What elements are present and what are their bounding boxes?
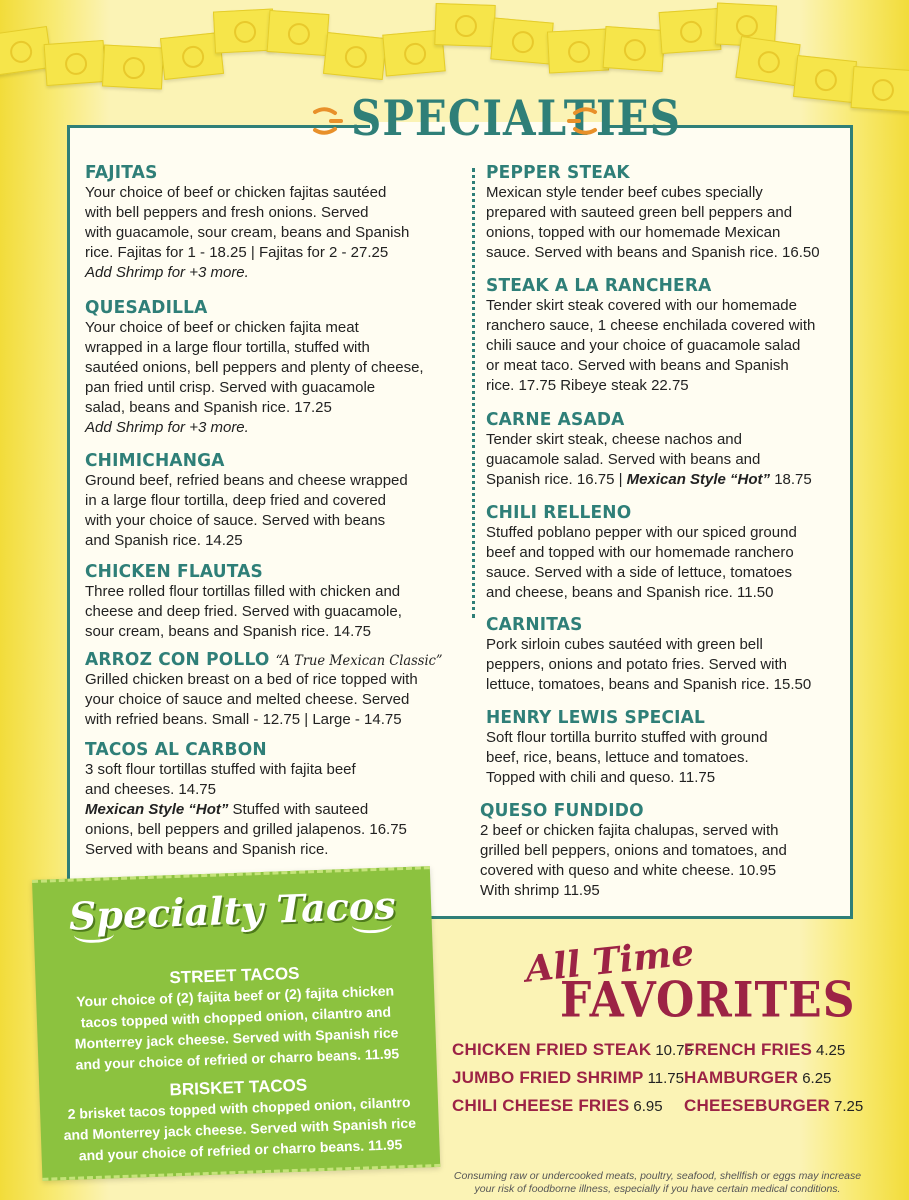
favorite-price: 7.25 [833, 1098, 864, 1115]
desc-line: Grilled chicken breast on a bed of rice topped with [85, 671, 418, 688]
desc-line: and your choice of refried or charro beans. 11.95 [78, 1136, 403, 1164]
desc-line: Pork sirloin cubes sautéed with green bell [486, 636, 763, 653]
desc-line: Soft flour tortilla burrito stuffed with ground [486, 729, 768, 746]
desc-line: guacamole salad. Served with beans and [486, 451, 761, 468]
taco-description [50, 1091, 430, 1167]
banner-flag-icon [793, 55, 857, 103]
item-description [486, 183, 871, 263]
desc-line: beef, rice, beans, lettuce and tomatoes. [486, 749, 749, 766]
menu-item-carne-asada [486, 410, 871, 490]
health-disclaimer [440, 1170, 875, 1196]
desc-line: peppers, onions and potato fries. Served with [486, 656, 788, 673]
favorite-name: CHICKEN FRIED STEAK [452, 1040, 652, 1059]
favorite-name: FRENCH FRIES [684, 1040, 813, 1059]
favorite-name: HAMBURGER [684, 1068, 799, 1087]
item-name: QUESADILLA [85, 297, 208, 319]
desc-line: With shrimp 11.95 [480, 882, 600, 899]
item-description [85, 760, 470, 860]
desc-line: Your choice of beef or chicken fajitas sautéed [85, 184, 387, 201]
item-description [85, 183, 470, 283]
desc-line: cheese and deep fried. Served with guacamole, [85, 603, 402, 620]
banner-flag-icon [659, 8, 722, 54]
ornament-right-icon [567, 104, 605, 138]
item-description [85, 318, 470, 438]
favorites-script-heading: All Time [523, 931, 697, 991]
desc-line: ranchero sauce, 1 cheese enchilada covered with [486, 317, 816, 334]
favorite-price: 6.95 [633, 1098, 663, 1115]
specialties-panel [67, 125, 853, 919]
desc-line: and cheese, beans and Spanish rice. 11.50 [486, 584, 774, 601]
desc-line: with your choice of sauce. Served with beans [85, 512, 386, 529]
desc-line: rice. 17.75 Ribeye steak 22.75 [486, 377, 689, 394]
desc-line: Your choice of beef or chicken fajita meat [85, 319, 359, 336]
disclaimer-line: Consuming raw or undercooked meats, poultry, seafood, shellfish or eggs may increase [453, 1170, 862, 1182]
style-label: Mexican Style “Hot” [85, 801, 229, 818]
banner-flag-icon [102, 44, 164, 89]
item-name-text: ARROZ CON POLLO [85, 649, 270, 671]
desc-line: beef and topped with our homemade ranchero [486, 544, 794, 561]
taco-item-brisket-tacos [49, 1069, 430, 1167]
desc-line: with guacamole, sour cream, beans and Spanish [85, 224, 410, 241]
desc-line: 2 beef or chicken fajita chalupas, served with [480, 822, 779, 839]
specialty-tacos-title: Specialty Tacos [68, 882, 397, 939]
menu-item-arroz-con-pollo [85, 650, 470, 730]
desc-line: Mexican style tender beef cubes specially [486, 184, 763, 201]
desc-line: tacos topped with chopped onion, cilantro and [80, 1003, 392, 1031]
desc-line: Ground beef, refried beans and cheese wrapped [85, 472, 408, 489]
desc-line: sauce. Served with beans and Spanish rice. 16.50 [486, 244, 820, 261]
favorite-item [684, 1068, 831, 1088]
desc-line: Topped with chili and queso. 11.75 [486, 769, 716, 786]
favorite-name: JUMBO FRIED SHRIMP [452, 1068, 644, 1087]
item-tagline: “A True Mexican Classic” [275, 653, 443, 670]
disclaimer-line: your risk of foodborne illness, especially if you have certain medical conditions. [474, 1183, 841, 1195]
desc-line: onions, bell peppers and grilled jalapenos. 16.75 [85, 821, 407, 838]
item-name [85, 650, 470, 671]
desc-line: Tender skirt steak covered with our homemade [486, 297, 797, 314]
banner-flag-icon [323, 32, 387, 80]
favorite-name: CHEESEBURGER [684, 1096, 830, 1115]
banner-flag-icon [490, 17, 553, 64]
desc-line: your choice of sauce and melted cheese. Served [85, 691, 410, 708]
desc-line: sautéed onions, bell peppers and plenty of cheese, [85, 359, 424, 376]
favorite-item [452, 1096, 663, 1116]
add-shrimp-note: Add Shrimp for +3 more. [85, 264, 249, 281]
menu-item-tacos-al-carbon [85, 740, 470, 860]
item-name: CHIMICHANGA [85, 450, 225, 472]
taco-description [46, 979, 427, 1076]
menu-item-chicken-flautas [85, 562, 470, 642]
favorite-price: 11.75 [647, 1070, 684, 1087]
banner-flag-icon [44, 40, 107, 86]
desc-line: with refried beans. Small - 12.75 | Large - 14.75 [85, 711, 402, 728]
desc-line: chili sauce and your choice of guacamole salad [486, 337, 801, 354]
banner-flag-icon [735, 36, 800, 86]
desc-line: or meat taco. Served with beans and Spanish [486, 357, 789, 374]
menu-item-henry-lewis-special [486, 708, 871, 788]
desc-line: Stuffed poblano pepper with our spiced ground [486, 524, 797, 541]
menu-item-fajitas [85, 163, 470, 283]
favorite-item [452, 1040, 693, 1060]
swirl-left-icon [74, 925, 115, 943]
desc-line: in a large flour tortilla, deep fried and covered [85, 492, 387, 509]
desc-line: onions, topped with our homemade Mexican [486, 224, 781, 241]
desc-line: pan fried until crisp. Served with guacamole [85, 379, 376, 396]
price: 18.75 [770, 471, 812, 488]
banner-flag-icon [434, 3, 495, 47]
desc-line: covered with queso and white cheese. 10.95 [480, 862, 777, 879]
specialty-tacos-panel [32, 866, 440, 1181]
desc-line: and Spanish rice. 14.25 [85, 532, 243, 549]
desc-line: Stuffed with sauteed [228, 801, 369, 818]
banner-flag-icon [603, 26, 666, 72]
item-name: TACOS AL CARBON [85, 739, 267, 761]
item-description [486, 635, 871, 695]
taco-item-street-tacos [45, 957, 426, 1076]
page-title: SPECIALTIES [351, 90, 681, 147]
banner-flag-icon [213, 8, 275, 53]
favorite-name: CHILI CHEESE FRIES [452, 1096, 630, 1115]
item-description [85, 471, 470, 551]
desc-line: and your choice of refried or charro beans. 11.95 [75, 1045, 400, 1073]
item-name: PEPPER STEAK [486, 162, 630, 184]
item-description [480, 821, 865, 901]
favorite-item [684, 1040, 845, 1060]
desc-line: salad, beans and Spanish rice. 17.25 [85, 399, 332, 416]
item-name: FAJITAS [85, 162, 158, 184]
menu-item-carnitas [486, 615, 871, 695]
desc-line: and cheeses. 14.75 [85, 781, 216, 798]
taco-name: STREET TACOS [169, 963, 300, 988]
banner-flag-icon [547, 28, 609, 73]
menu-item-quesadilla [85, 298, 470, 438]
swirl-right-icon [351, 915, 392, 933]
desc-line: grilled bell peppers, onions and tomatoes, and [480, 842, 787, 859]
desc-line: with bell peppers and fresh onions. Served [85, 204, 369, 221]
desc-line: Monterrey jack cheese. Served with Spanish rice [74, 1024, 399, 1052]
item-description [486, 430, 871, 490]
item-name: CARNE ASADA [486, 409, 625, 431]
item-name: CHICKEN FLAUTAS [85, 561, 263, 583]
desc-line: lettuce, tomatoes, beans and Spanish rice. 15.50 [486, 676, 812, 693]
item-description [486, 523, 871, 603]
menu-item-chimichanga [85, 451, 470, 551]
item-name: CHILI RELLENO [486, 502, 632, 524]
item-name: HENRY LEWIS SPECIAL [486, 707, 706, 729]
banner-flag-icon [267, 10, 330, 56]
item-name: CARNITAS [486, 614, 583, 636]
page-header [305, 90, 681, 154]
favorite-price: 10.75 [655, 1042, 693, 1059]
desc-line: Your choice of (2) fajita beef or (2) fajita chicken [76, 982, 395, 1010]
add-shrimp-note: Add Shrimp for +3 more. [85, 419, 249, 436]
item-description [85, 582, 470, 642]
column-divider [472, 168, 475, 618]
desc-line: Tender skirt steak, cheese nachos and [486, 431, 742, 448]
style-label: Mexican Style “Hot” [626, 471, 771, 488]
desc-line: 2 brisket tacos topped with chopped onion, cilantro [67, 1093, 411, 1122]
ornament-left-icon [305, 104, 343, 138]
desc-line: Served with beans and Spanish rice. [85, 841, 329, 858]
favorites-heading: FAVORITES [560, 972, 856, 1029]
favorite-item [452, 1068, 684, 1088]
menu-item-pepper-steak [486, 163, 871, 263]
menu-item-chili-relleno [486, 503, 871, 603]
desc-line: 3 soft flour tortillas stuffed with fajita beef [85, 761, 356, 778]
desc-line: Spanish rice. 16.75 | [486, 471, 627, 488]
banner-flag-icon [851, 66, 909, 112]
favorite-price: 4.25 [816, 1042, 846, 1059]
desc-line: wrapped in a large flour tortilla, stuffed with [85, 339, 370, 356]
taco-name: BRISKET TACOS [169, 1075, 308, 1100]
menu-item-queso-fundido [480, 801, 865, 901]
favorite-item [684, 1096, 863, 1116]
desc-line: prepared with sauteed green bell peppers and [486, 204, 793, 221]
menu-item-steak-a-la-ranchera [486, 276, 871, 396]
desc-line: rice. Fajitas for 1 - 18.25 | Fajitas for 2 - 27.25 [85, 244, 389, 261]
desc-line: sour cream, beans and Spanish rice. 14.75 [85, 623, 372, 640]
desc-line: sauce. Served with a side of lettuce, tomatoes [486, 564, 792, 581]
item-description [486, 728, 871, 788]
item-description [85, 670, 470, 730]
favorite-price: 6.25 [802, 1070, 832, 1087]
item-description [486, 296, 871, 396]
desc-line: and Monterrey jack cheese. Served with Spanish rice [63, 1114, 417, 1144]
desc-line: Three rolled flour tortillas filled with chicken and [85, 583, 401, 600]
item-name: STEAK A LA RANCHERA [486, 275, 712, 297]
item-name: QUESO FUNDIDO [480, 800, 644, 822]
